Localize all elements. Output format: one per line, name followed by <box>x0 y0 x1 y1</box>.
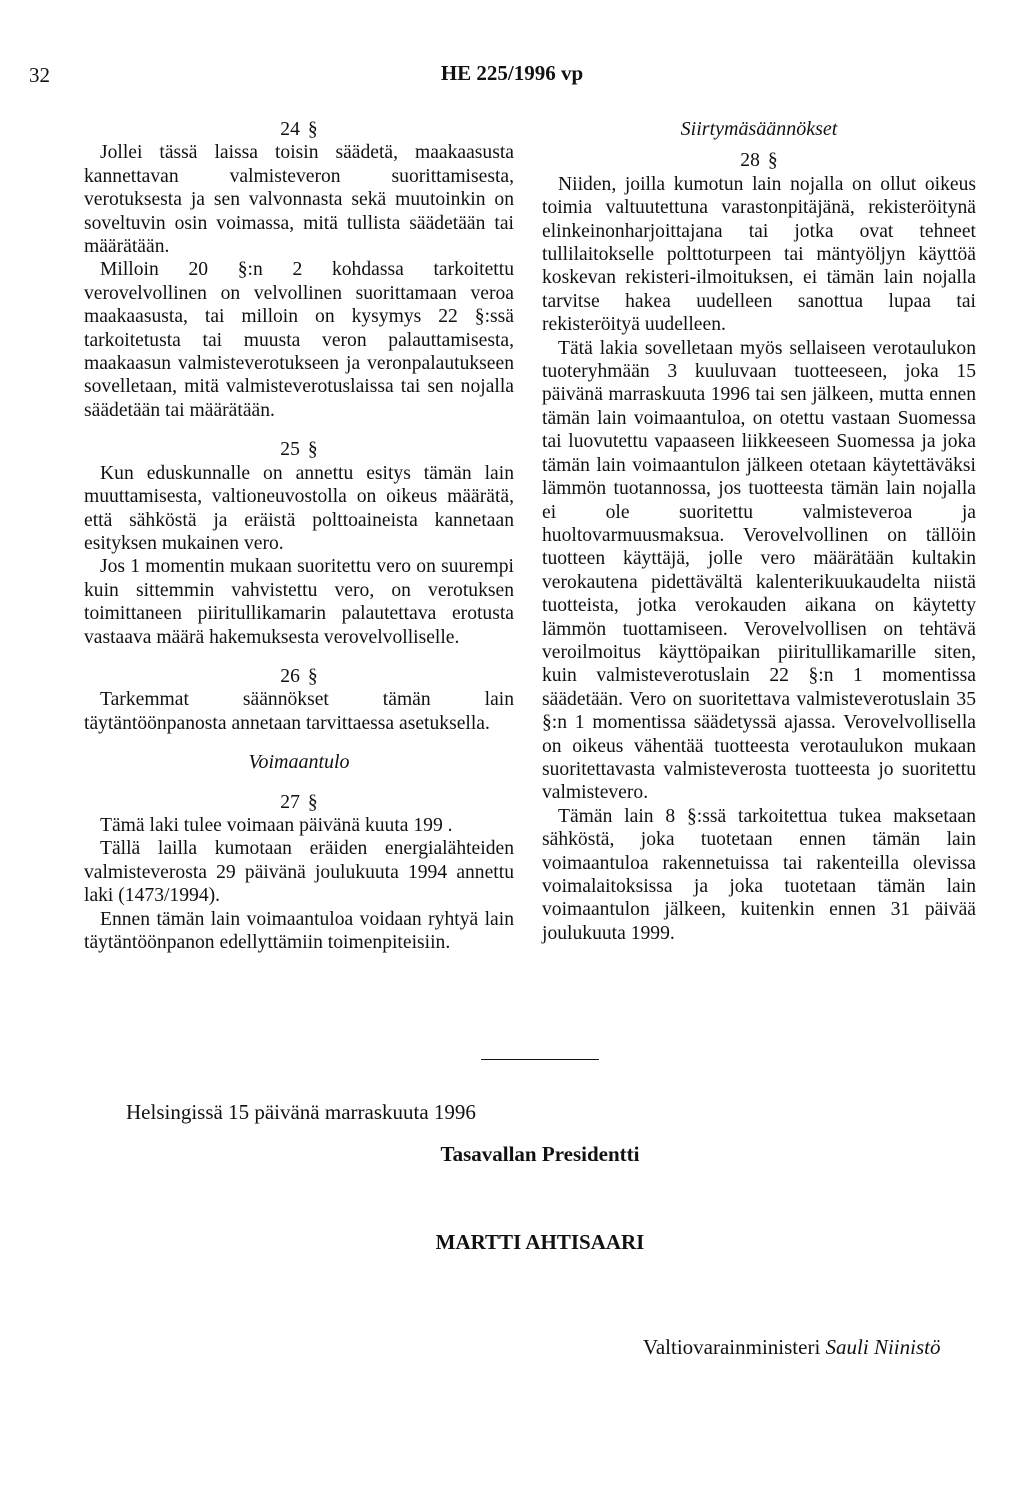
section-27-paragraph-1: Tämä laki tulee voimaan päivänä kuuta 199 . <box>100 814 453 836</box>
president-title: Tasavallan Presidentti <box>440 1142 640 1166</box>
section-24-paragraph-2: Milloin 20 §:n 2 kohdassa tarkoitettu verovelvollinen on velvollinen suorittamaan veroa maakaasusta, tai milloin on kysymys 22 §:ssä tarkoitetusta tai muusta veron palauttamisesta, maakaasun valmisteverotukseen ja veronpalautukseen sovelletaan, mitä valmisteverotuslaissa tai sen nojalla säädetään tai määrätään. <box>84 259 514 421</box>
section-26-number: 26 § <box>280 665 318 687</box>
section-27-paragraph-2: Tällä lailla kumotaan eräiden energialähteiden valmisteverosta 29 päivänä joulukuuta 1994 annettu laki (1473/1994). <box>84 838 514 907</box>
minister-name: Sauli Niinistö <box>825 1335 941 1359</box>
section-28-paragraph-1: Niiden, joilla kumotun lain nojalla on ollut oikeus toimia valtuutettuna varastonpitäjänä, rekisteröitynä elinkeinonharjoittajana tai jotka ovat tehneet tullilaitokselle polttoturpeen tai mäntyöljyn käyttöä koskevan rekisteri-ilmoituksen, ei tämän lain nojalla tarvitse hakea uudelleen sanottua lupaa tai rekisteröityä uudelleen. <box>542 173 976 336</box>
separator-rule <box>481 1059 599 1060</box>
minister-signature <box>643 1335 940 1360</box>
left-column <box>84 118 514 954</box>
section-27-paragraph-3: Ennen tämän lain voimaantuloa voidaan ryhtyä lain täytäntöönpanon edellyttämiin toimenpiteisiin. <box>84 908 514 953</box>
running-head: HE 225/1996 vp <box>440 61 584 85</box>
section-24-paragraph-1: Jollei tässä laissa toisin säädetä, maakaasusta kannettavan valmisteveron suorittamisesta, verotuksesta ja sen valvonnasta sekä muutoinkin on soveltuvin osin voimassa, mitä tullista säädetään tai määrätään. <box>84 142 514 258</box>
section-28-number: 28 § <box>740 150 778 172</box>
minister-title: Valtiovarainministeri <box>643 1335 821 1359</box>
section-28-paragraph-2: Tätä lakia sovelletaan myös sellaiseen verotaulukon tuoteryhmään 3 kuuluvaan tuotteeseen, joka 15 päivänä marraskuuta 1996 tai sen jälkeen, mutta ennen tämän lain voimaantuloa, on otettu vastaan Suomessa tai luovutettu vapaaseen liikkeeseen Suomessa ja joka tämän lain voimaantulon jälkeen otetaan käytettäväksi lämmön tuotannossa, jos tuotteesta tämän lain nojalla ei ole suoritettu valmisteveroa ja huoltovarmuusmaksua. Verovelvollinen on tällöin tuotteen käyttäjä, jolle vero määrätään kultakin verokautena pidettävältä kalenterikuukaudelta niistä tuotteista, jotka verokauden aikana on käytetty lämmön tuottamiseen. Verovelvollisen on tehtävä veroilmoitus käyttöpaikan piiritullikamarille siten, kuin valmisteverotuslain 22 §:n 1 momentissa säädetään. Vero on suoritettava valmisteverotuslain 35 §:n 1 momentissa säädetyssä ajassa. Verovelvollisella on oikeus vähentää tuotteesta verotaulukon mukaan suoritettavasta valmisteverosta tuotteesta jo suoritettu valmistevero. <box>542 337 976 804</box>
section-28-paragraph-3: Tämän lain 8 §:ssä tarkoitettua tukea maksetaan sähköstä, joka tuotetaan ennen tämän lain voimaantuloa rakennetuissa tai rakenteilla olevissa voimalaitoksissa ja joka tuotetaan tämän lain voimaantulon jälkeen, kuitenkin ennen 31 päivää joulukuuta 1999. <box>542 805 976 944</box>
section-25-number: 25 § <box>280 439 318 461</box>
page-number: 32 <box>29 63 50 87</box>
heading-siirtymasaannokset: Siirtymäsäännökset <box>680 118 838 140</box>
president-name: MARTTI AHTISAARI <box>435 1230 645 1254</box>
section-24-number: 24 § <box>280 119 318 140</box>
place-date: Helsingissä 15 päivänä marraskuuta 1996 <box>126 1100 476 1124</box>
heading-voimaantulo: Voimaantulo <box>248 751 350 774</box>
section-26-paragraph-1: Tarkemmat säännökset tämän lain täytäntöönpanosta annetaan tarvittaessa asetuksella. <box>84 689 514 734</box>
section-25-paragraph-1: Kun eduskunnalle on annettu esitys tämän lain muuttamisesta, valtioneuvostolla on oikeus määrätä, että sähköstä ja eräistä polttoaineista kannetaan esityksen mukainen vero. <box>84 462 514 554</box>
section-25-paragraph-2: Jos 1 momentin mukaan suoritettu vero on suurempi kuin sittemmin vahvistettu vero, on verotuksen toimittaneen piiritullikamarin palautettava erotusta vastaava määrä hakemuksesta verovelvolliselle. <box>84 556 514 648</box>
section-27-number: 27 § <box>280 791 318 813</box>
right-column <box>542 118 976 945</box>
